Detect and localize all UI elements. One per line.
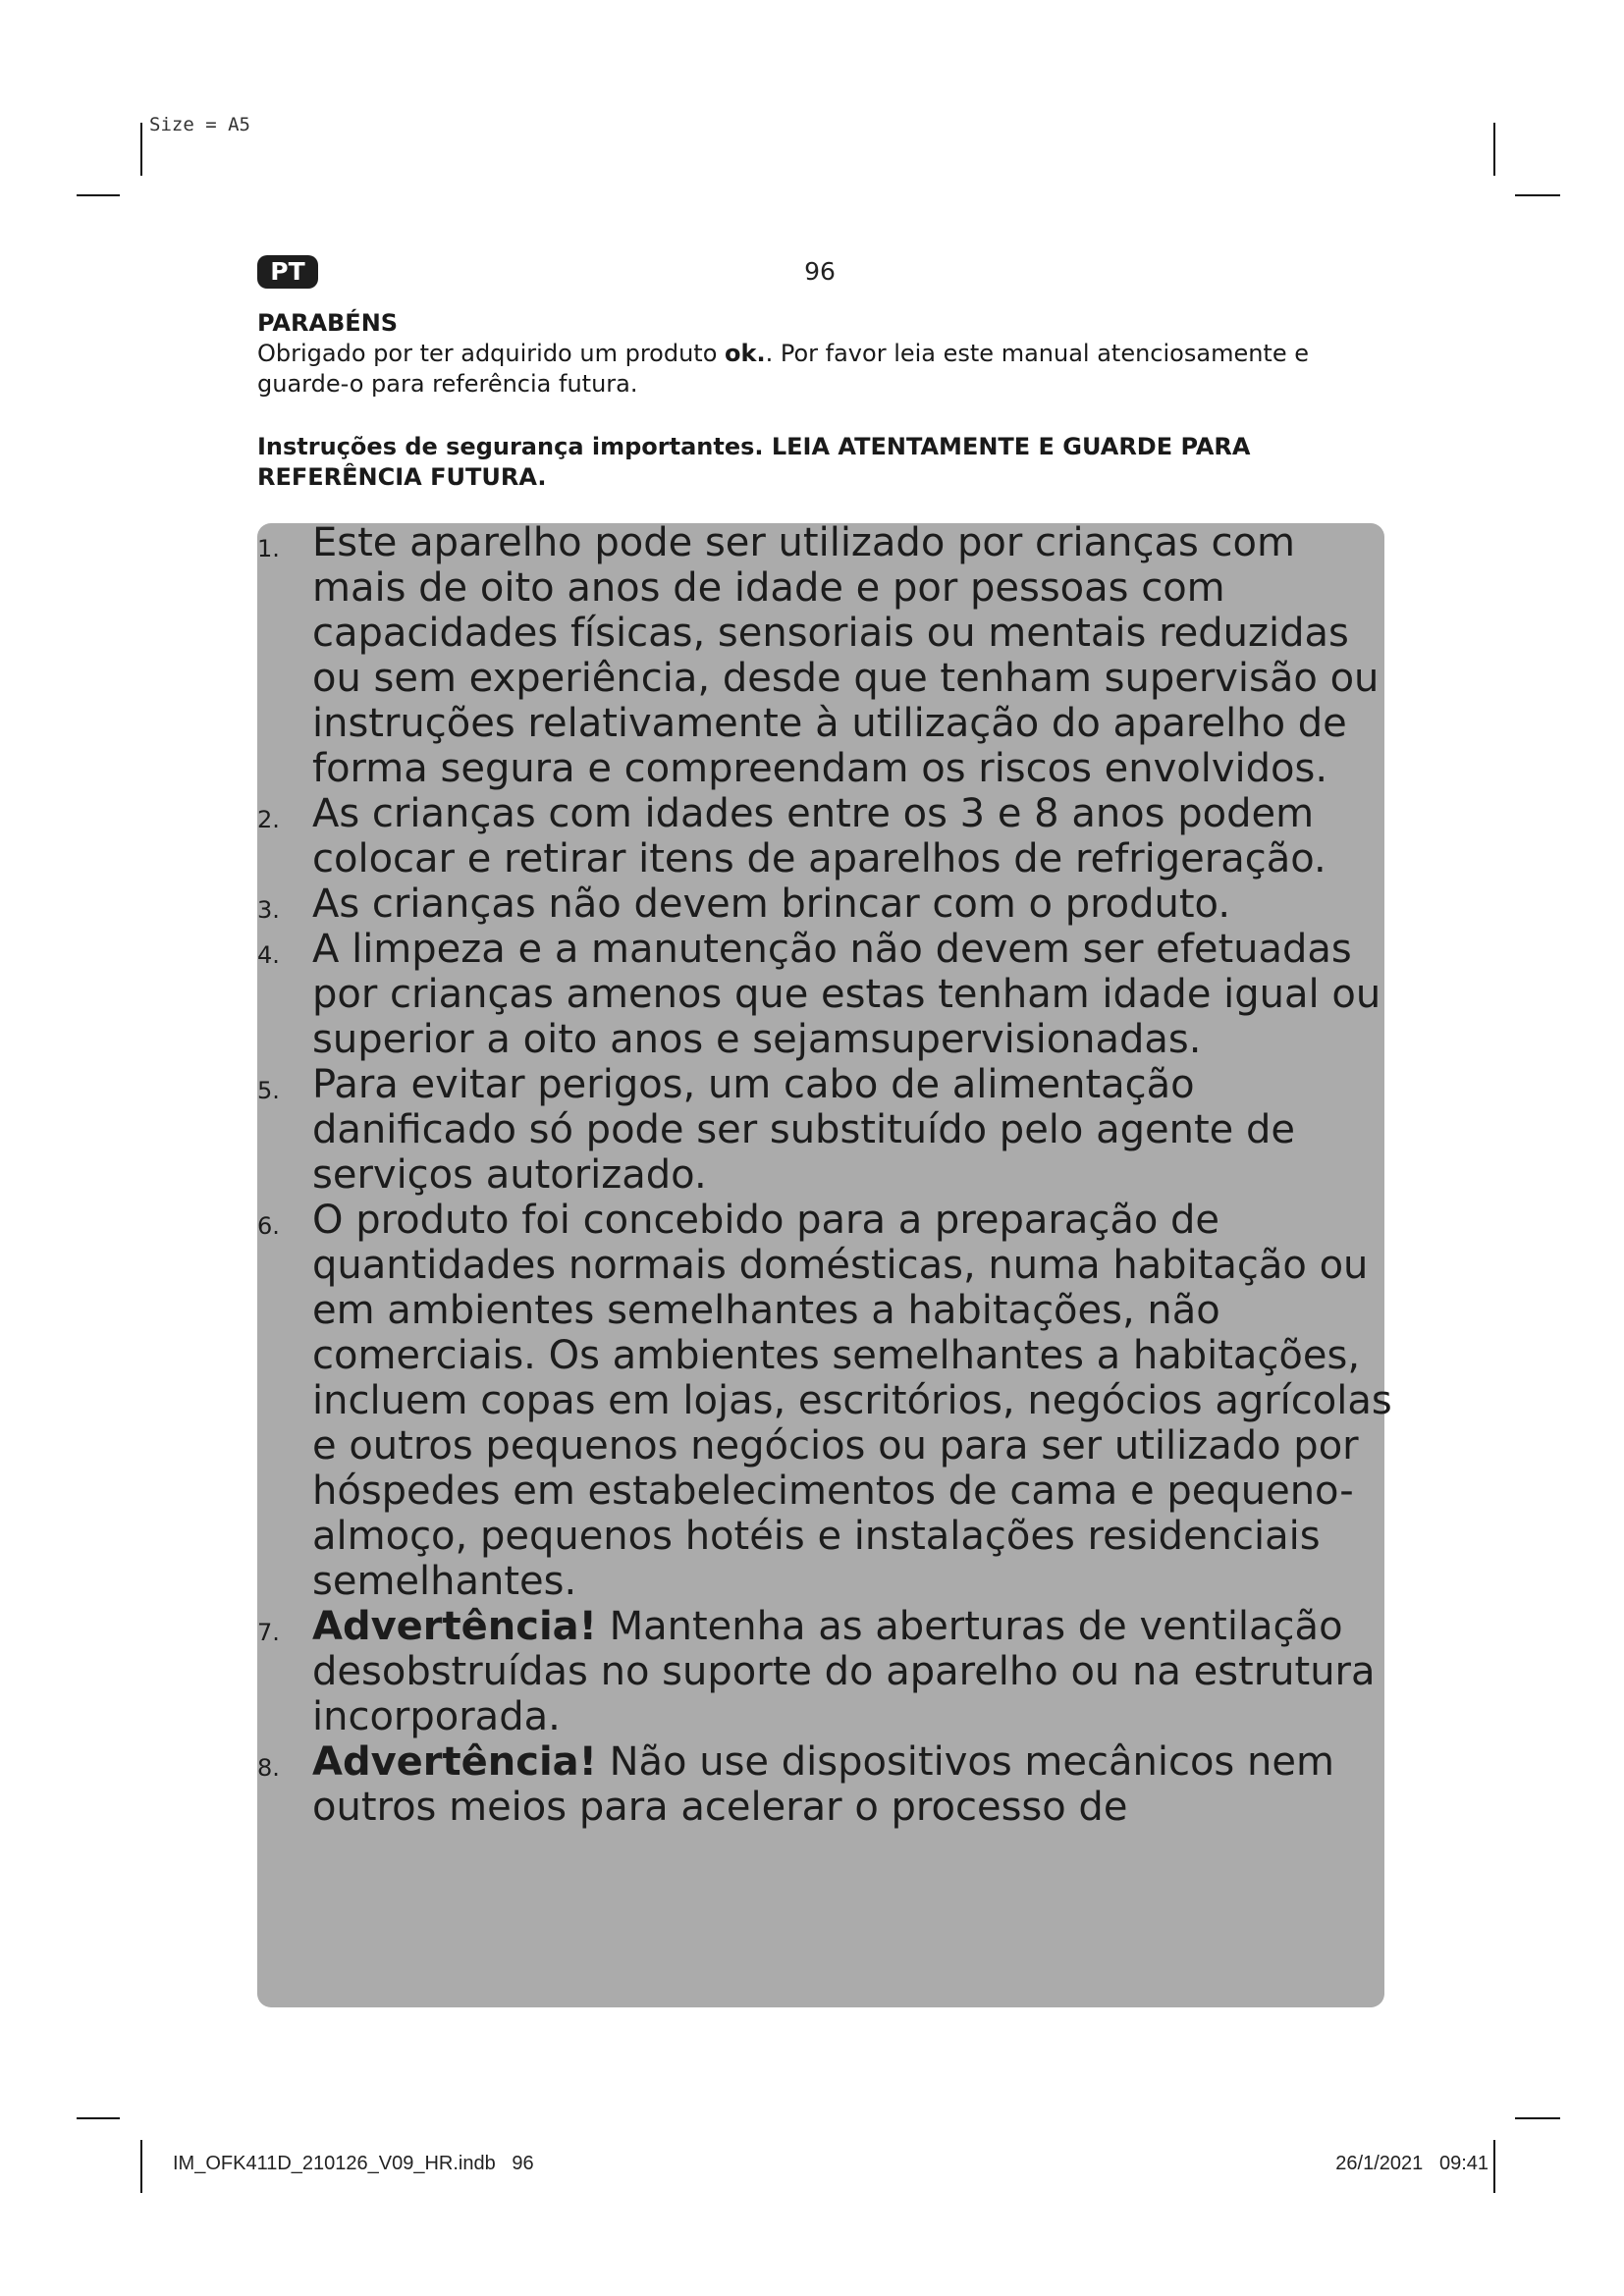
item-number: 3.: [257, 896, 280, 924]
language-badge: PT: [257, 255, 318, 289]
crop-mark-bottom-right-vertical: [1493, 2140, 1495, 2193]
safety-item-8: [257, 1739, 1396, 1830]
item-text: Para evitar perigos, um cabo de alimentação danificado só pode ser substituído pelo agente de serviços autorizado.: [312, 1062, 1295, 1198]
intro-text-before: Obrigado por ter adquirido um produto: [257, 340, 726, 367]
item-number: 2.: [257, 806, 280, 833]
safety-item-7: [257, 1604, 1396, 1739]
crop-mark-bottom-right-horizontal: [1515, 2117, 1560, 2119]
safety-item-5: [257, 1062, 1396, 1198]
item-text: Não use dispositivos mecânicos nem outros meios para acelerar o processo de: [312, 1739, 1334, 1830]
warning-label: Advertência!: [312, 1604, 597, 1649]
item-text: As crianças com idades entre os 3 e 8 anos podem colocar e retirar itens de aparelhos de refrigeração.: [312, 791, 1326, 881]
item-number: 7.: [257, 1619, 280, 1646]
page-number: 96: [804, 257, 836, 286]
brand-name: ok.: [725, 340, 766, 367]
safety-item-1: [257, 520, 1396, 791]
safety-heading: Instruções de segurança importantes. LEIA ATENTAMENTE E GUARDE PARA REFERÊNCIA FUTURA.: [257, 433, 1251, 491]
item-number: 1.: [257, 535, 280, 562]
crop-mark-top-left-vertical: [140, 123, 142, 176]
date-time-slug: 26/1/2021 09:41: [1335, 2153, 1489, 2174]
file-info-slug: IM_OFK411D_210126_V09_HR.indb 96: [173, 2153, 534, 2174]
item-number: 5.: [257, 1077, 280, 1104]
crop-mark-bottom-left-horizontal: [77, 2117, 120, 2119]
warning-label: Advertência!: [312, 1739, 597, 1785]
safety-item-2: [257, 791, 1396, 881]
item-text: A limpeza e a manutenção não devem ser efetuadas por crianças amenos que estas tenham idade igual ou superior a oito anos e sejamsupervisionadas.: [312, 927, 1381, 1062]
print-size-slug: Size = A5: [149, 114, 250, 135]
item-text: O produto foi concebido para a preparação de quantidades normais domésticas, numa habitação ou em ambientes semelhantes a habitações, não comerciais. Os ambientes semelhantes a habitações, incluem copas em lojas, escritórios, negócios agrícolas e outros pequenos negócios ou para ser utilizado por hóspedes em estabelecimentos de cama e pequeno-almoço, pequenos hotéis e instalações residenciais semelhantes.: [312, 1198, 1392, 1604]
item-number: 6.: [257, 1212, 280, 1240]
intro-text: [257, 339, 1396, 400]
item-text: Mantenha as aberturas de ventilação desobstruídas no suporte do aparelho ou na estrutura incorporada.: [312, 1604, 1376, 1739]
safety-list: [257, 520, 1396, 1830]
intro-title: PARABÉNS: [257, 309, 399, 337]
item-text: Este aparelho pode ser utilizado por crianças com mais de oito anos de idade e por pessoas com capacidades físicas, sensoriais ou mentais reduzidas ou sem experiência, desde que tenham supervisão ou instruções relativamente à utilização do aparelho de forma segura e compreendam os riscos envolvidos.: [312, 520, 1380, 791]
intro-section: [257, 308, 1396, 400]
crop-mark-bottom-left-vertical: [140, 2140, 142, 2193]
safety-item-3: [257, 881, 1396, 927]
safety-item-6: [257, 1198, 1396, 1604]
crop-mark-top-right-vertical: [1493, 123, 1495, 176]
item-number: 8.: [257, 1754, 280, 1782]
intro-text-after: . Por favor leia este manual atenciosamente e guarde-o para referência futura.: [257, 340, 1309, 398]
crop-mark-top-left-horizontal: [77, 194, 120, 196]
safety-item-4: [257, 927, 1396, 1062]
item-text: As crianças não devem brincar com o produto.: [312, 881, 1231, 927]
crop-mark-top-right-horizontal: [1515, 194, 1560, 196]
item-number: 4.: [257, 941, 280, 969]
